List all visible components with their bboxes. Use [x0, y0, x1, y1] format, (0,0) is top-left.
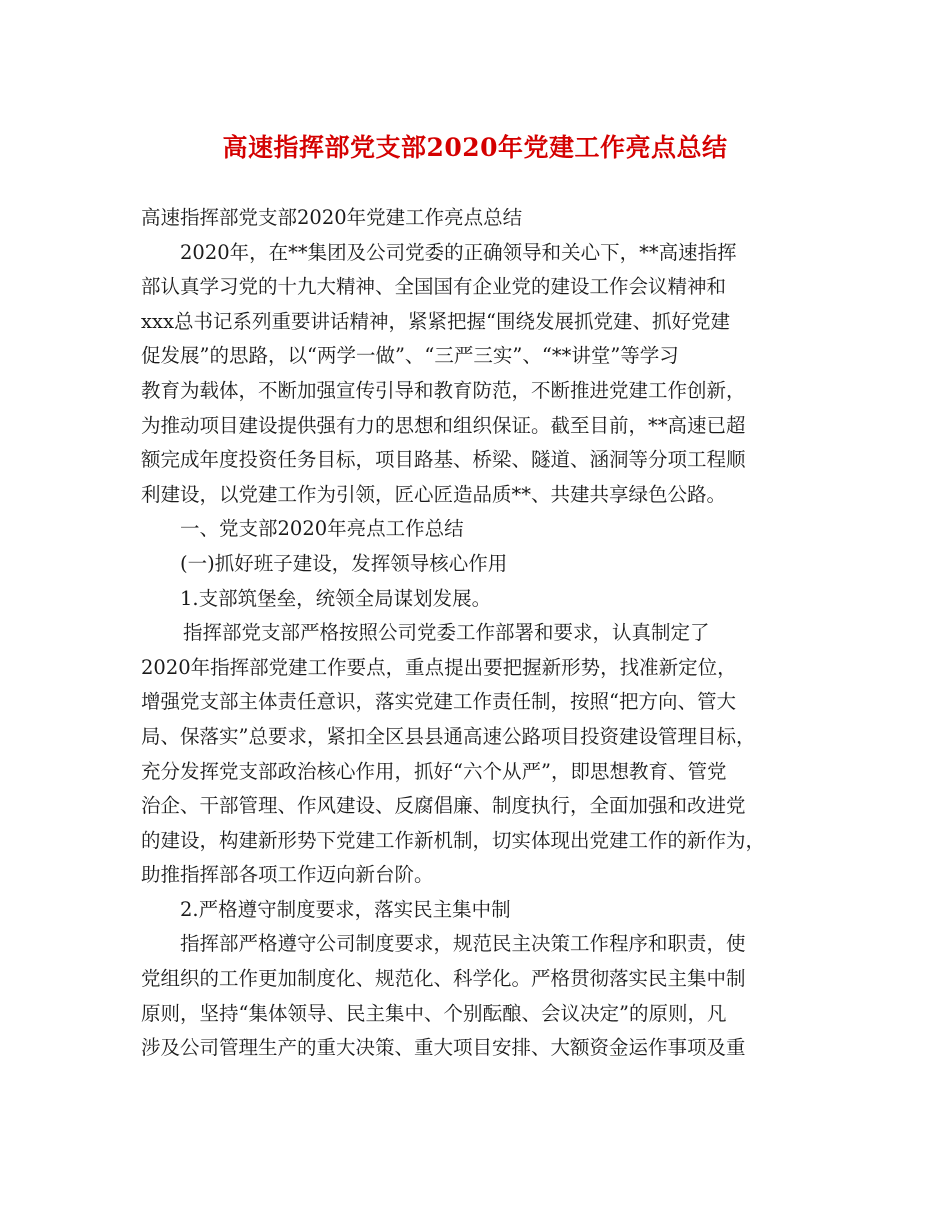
document-title: 高速指挥部党支部2020年党建工作亮点总结	[222, 133, 728, 162]
body-line: 为推动项目建设提供强有力的思想和组织保证。截至目前，**高速已超	[141, 413, 746, 437]
body-line: 指挥部严格遵守公司制度要求，规范民主决策工作程序和职责，使	[180, 932, 746, 956]
item-heading: 1.支部筑堡垒，统领全局谋划发展。	[180, 586, 492, 610]
body-line: 额完成年度投资任务目标，项目路基、桥梁、隧道、涵洞等分项工程顺	[141, 448, 746, 472]
body-line: 部认真学习党的十九大精神、全国国有企业党的建设工作会议精神和	[141, 275, 727, 299]
body-line: 原则，坚持“集体领导、民主集中、个别酝酿、会议决定”的原则，凡	[141, 1001, 727, 1025]
document-body	[141, 201, 831, 1066]
section-heading: 一、党支部2020年亮点工作总结	[180, 517, 464, 541]
body-line: 的建设，构建新形势下党建工作新机制，切实体现出党建工作的新作为，	[141, 828, 766, 852]
body-line: 治企、干部管理、作风建设、反腐倡廉、制度执行，全面加强和改进党	[141, 794, 746, 818]
body-line: 指挥部党支部严格按照公司党委工作部署和要求，认真制定了	[183, 621, 710, 645]
body-line: 促发展”的思路，以“两学一做”、“三严三实”、“**讲堂”等学习	[141, 344, 679, 368]
body-line: 2020年指挥部党建工作要点，重点提出要把握新形势，找准新定位，	[141, 655, 737, 679]
body-line: 局、保落实”总要求，紧扣全区县县通高速公路项目投资建设管理目标，	[141, 724, 756, 748]
body-line: 助推指挥部各项工作迈向新台阶。	[141, 863, 434, 887]
body-line-subtitle: 高速指挥部党支部2020年党建工作亮点总结	[141, 206, 523, 229]
body-line: 涉及公司管理生产的重大决策、重大项目安排、大额资金运作事项及重	[141, 1036, 746, 1060]
subsection-heading: (一)抓好班子建设，发挥领导核心作用	[180, 551, 508, 575]
body-line: 增强党支部主体责任意识，落实党建工作责任制，按照“把方向、管大	[141, 690, 736, 714]
body-line: xxx总书记系列重要讲话精神，紧紧把握“围绕发展抓党建、抓好党建	[141, 309, 730, 333]
body-line: 教育为载体，不断加强宣传引导和教育防范，不断推进党建工作创新，	[141, 378, 746, 402]
body-line: 充分发挥党支部政治核心作用，抓好“六个从严”，即思想教育、管党	[141, 759, 727, 783]
item-heading: 2.严格遵守制度要求，落实民主集中制	[180, 897, 511, 921]
body-line: 党组织的工作更加制度化、规范化、科学化。严格贯彻落实民主集中制	[141, 967, 746, 991]
body-line: 利建设，以党建工作为引领，匠心匠造品质**、共建共享绿色公路。	[141, 482, 727, 506]
body-line: 2020年，在**集团及公司党委的正确领导和关心下，**高速指挥	[180, 240, 737, 264]
